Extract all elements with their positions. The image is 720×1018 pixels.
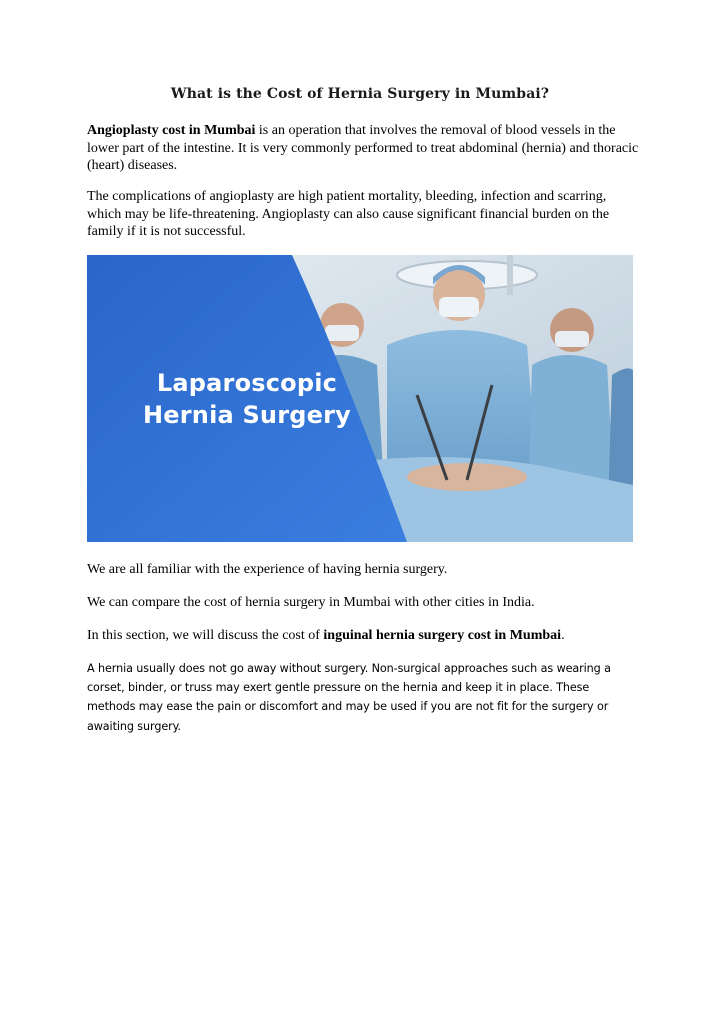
- caption-line: Laparoscopic: [156, 369, 338, 397]
- paragraph-text: is an operation that involves the removal of blood vessels in the lower part of the intestine. It is very commonly performed to treat abdominal (hernia) and thoracic (heart) diseases.: [87, 123, 639, 174]
- paragraph-complications: The complications of angioplasty are high patient mortality, bleeding, infection and scarring, which may be life-threatening. Angioplasty can also cause significant financial burden on the family if it is not successful.: [87, 189, 610, 240]
- paragraph-familiar: We are all familiar with the experience of having hernia surgery.: [87, 562, 448, 577]
- paragraph-non-surgical: A hernia usually does not go away without surgery. Non-surgical approaches such as wearing a corset, binder, or truss may exert gentle pressure on the hernia and keep it in place. These methods may ease the pain or discomfort and may be used if you are not fit for the surgery or awaiting surgery.: [87, 662, 611, 733]
- paragraph-text: .: [561, 628, 565, 643]
- hero-image: [87, 255, 633, 542]
- image-caption: [87, 367, 407, 431]
- page-title: What is the Cost of Hernia Surgery in Mumbai?: [170, 86, 550, 102]
- caption-line: Hernia Surgery: [142, 401, 351, 429]
- paragraph-text: In this section, we will discuss the cost of: [87, 628, 324, 643]
- paragraph-compare: We can compare the cost of hernia surgery in Mumbai with other cities in India.: [87, 595, 535, 610]
- paragraph-section: [87, 627, 639, 645]
- paragraph-keyword: inguinal hernia surgery cost in Mumbai: [323, 628, 562, 643]
- paragraph-keyword: Angioplasty cost in Mumbai: [87, 123, 256, 138]
- paragraph-angioplasty-intro: [87, 122, 639, 175]
